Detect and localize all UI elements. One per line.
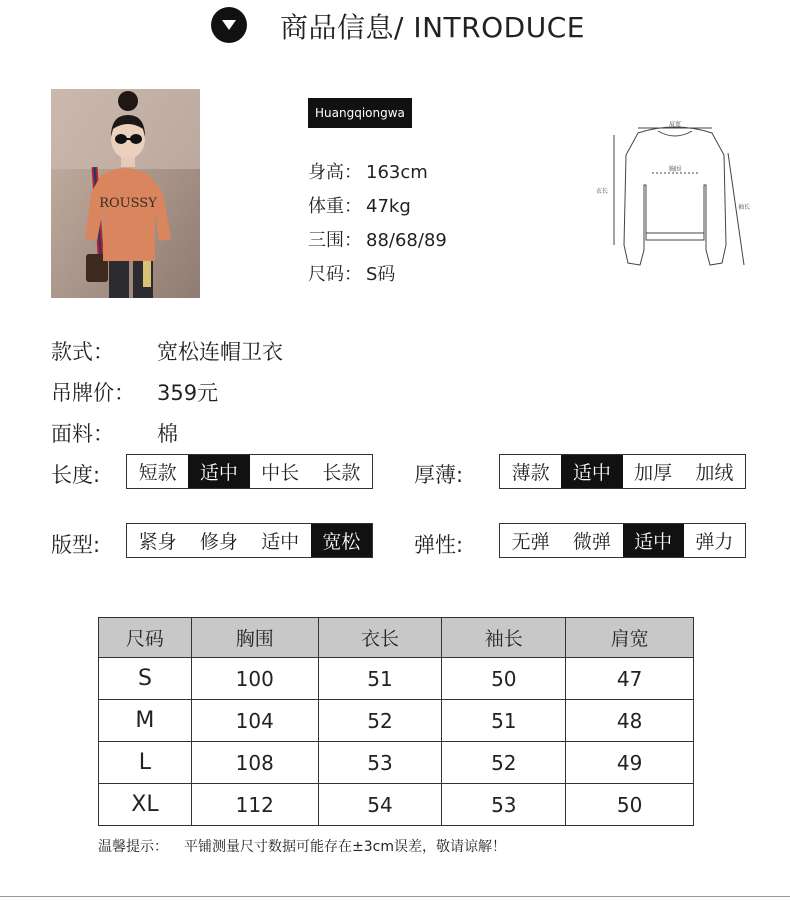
note-text: 平铺测量尺寸数据可能存在±3cm误差，敬请谅解！ [184,839,506,855]
label-shoulder: 肩宽 [668,121,682,128]
bottom-divider [0,896,790,897]
table-row: S 100 51 50 47 [99,658,694,700]
option-thickness-item: 加绒 [695,462,734,484]
table-row: L 108 53 52 49 [99,742,694,784]
option-fit-item: 宽松 [311,524,372,557]
measurement-diagram [574,115,754,275]
option-elasticity [499,523,746,558]
option-thickness-item: 薄款 [511,462,550,484]
option-fit-item: 修身 [199,531,238,553]
option-length-item: 中长 [261,462,300,484]
header-sleeve: 袖长 [442,618,566,658]
option-elasticity-item: 弹力 [695,531,734,553]
option-elasticity-label: 弹性: [414,533,464,557]
header-chest: 胸围 [191,618,318,658]
size-table [98,617,694,826]
option-elasticity-item: 无弹 [511,531,550,553]
option-fit-item: 适中 [261,531,300,553]
model-stats [308,156,447,292]
option-fit-label: 版型: [51,533,101,557]
label-chest: 胸围 [668,166,682,173]
option-length-item: 适中 [188,455,249,488]
size-table-header [99,618,694,658]
label-length: 衣长 [596,188,609,195]
detail-price: 吊牌价： 359元 [51,381,219,405]
stat-height: 身高： 163cm [308,162,428,183]
option-length-label: 长度: [51,463,101,487]
option-length-item: 短款 [138,462,177,484]
chevron-down-icon [211,7,247,43]
label-sleeve: 袖长 [738,204,751,211]
option-thickness-item: 适中 [561,455,622,488]
stat-size: 尺码： S码 [308,264,396,285]
option-elasticity-item: 微弹 [572,531,611,553]
brand-badge: Huangqiongwa [308,98,412,128]
model-photo [51,89,200,298]
table-row: M 104 52 51 48 [99,700,694,742]
option-elasticity-item: 适中 [623,524,684,557]
table-row: XL 112 54 53 50 [99,784,694,826]
option-thickness-label: 厚薄: [414,463,464,487]
header-length: 衣长 [318,618,442,658]
detail-style: 款式： 宽松连帽卫衣 [51,340,283,364]
stat-weight: 体重： 47kg [308,196,411,217]
footer-note [98,836,506,856]
option-thickness-item: 加厚 [634,462,673,484]
option-length [126,454,373,489]
note-label: 温馨提示： [98,839,168,855]
option-fit-item: 紧身 [138,531,177,553]
stat-measurements: 三围： 88/68/89 [308,230,447,251]
shirt-print: ROUSSY [99,196,157,211]
section-title: 商品信息/ INTRODUCE [280,11,585,44]
header-size: 尺码 [99,618,192,658]
option-length-item: 长款 [322,462,361,484]
detail-fabric: 面料： 棉 [51,422,178,446]
header-shoulder: 肩宽 [566,618,694,658]
option-fit [126,523,373,558]
option-thickness [499,454,746,489]
